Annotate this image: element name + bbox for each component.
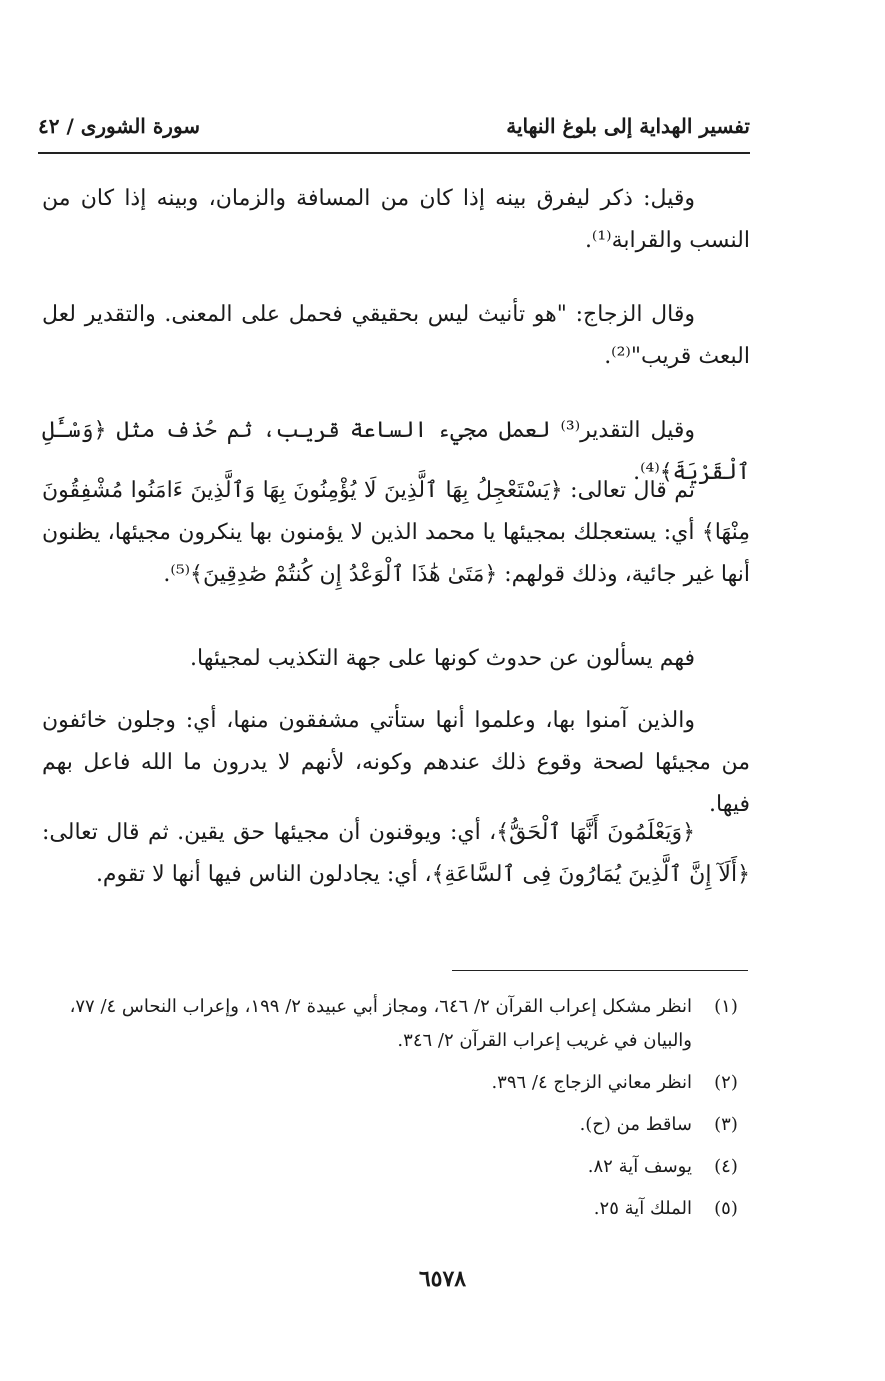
- body-paragraph-4: ثم قال تعالى: ﴿يَسْتَعْجِلُ بِهَا ٱلَّذِينَ لَا يُؤْمِنُونَ بِهَا وَٱلَّذِينَ ءَامَنُوا مُشْفِقُونَ مِنْهَا﴾ أي: يستعجلك بمجيئها يا محمد الذين لا يؤمنون بها ينكرون مجيئها، يظنون أنها غير جائية، وذلك قولهم: ﴿مَتَىٰ هَٰذَا ٱلْوَعْدُ إِن كُنتُمْ صَٰدِقِينَ﴾⁽⁵⁾.: [42, 478, 750, 587]
- footnote-text: يوسف آية ٨٢.: [587, 1156, 692, 1177]
- body-paragraph-7: ﴿وَيَعْلَمُونَ أَنَّهَا ٱلْحَقُّ﴾، أي: ويوقنون أن مجيئها حق يقين. ثم قال تعالى: ﴿أَلَآ إِنَّ ٱلَّذِينَ يُمَارُونَ فِى ٱلسَّاعَةِ﴾، أي: يجادلون الناس فيها أنها لا تقوم.: [42, 820, 750, 887]
- footnote-number: (٥): [714, 1198, 738, 1219]
- footnote-number: (٢): [714, 1072, 738, 1093]
- footnote-number: (١): [714, 996, 738, 1017]
- footnote-text: انظر معاني الزجاج ٤/ ٣٩٦.: [491, 1072, 692, 1093]
- footnote-text: ساقط من (ح).: [579, 1114, 692, 1135]
- header-divider: [38, 152, 750, 154]
- footnote-item: [42, 1066, 750, 1100]
- body-paragraph-2: وقال الزجاج: "هو تأنيث ليس بحقيقي فحمل على المعنى. والتقدير لعل البعث قريب"⁽²⁾.: [42, 302, 750, 369]
- page-number: ٦٥٧٨: [418, 1266, 467, 1292]
- footnote-item: [42, 1192, 750, 1226]
- book-title: تفسير الهداية إلى بلوغ النهاية: [506, 114, 750, 138]
- footnotes: [42, 990, 750, 1234]
- running-header: [38, 106, 750, 150]
- body-paragraph-1: وقيل: ذكر ليفرق بينه إذا كان من المسافة والزمان، وبينه إذا كان من النسب والقرابة⁽¹⁾.: [42, 186, 750, 253]
- footnote-number: (٤): [714, 1156, 738, 1177]
- footnote-item: [42, 1108, 750, 1142]
- footnote-text: الملك آية ٢٥.: [593, 1198, 692, 1219]
- footnote-item: [42, 990, 750, 1058]
- body-paragraph-6: والذين آمنوا بها، وعلموا أنها ستأتي مشفقون منها، أي: وجلون خائفون من مجيئها لصحة وقوع ذلك عندهم وكونه، لأنهم لا يدرون ما الله فاعل بهم فيها.: [42, 708, 750, 817]
- body-paragraph-5: فهم يسألون عن حدوث كونها على جهة التكذيب لمجيئها.: [190, 646, 695, 671]
- footnote-text: انظر مشكل إعراب القرآن ٢/ ٦٤٦، ومجاز أبي عبيدة ٢/ ١٩٩، وإعراب النحاس ٤/ ٧٧، والبيان في غريب إعراب القرآن ٢/ ٣٤٦.: [69, 996, 692, 1051]
- surah-label: سورة الشورى / ٤٢: [38, 114, 201, 138]
- footnote-divider: [452, 970, 748, 971]
- footnote-number: (٣): [714, 1114, 738, 1135]
- body-paragraph-3: وقيل التقدير⁽³⁾ لعمل مجيء الساعة قريب، ثم حُذف مثل ﴿وَسْـَٔلِ ٱلْقَرْيَةَ﴾⁽⁴⁾.: [42, 418, 750, 485]
- footnote-item: [42, 1150, 750, 1184]
